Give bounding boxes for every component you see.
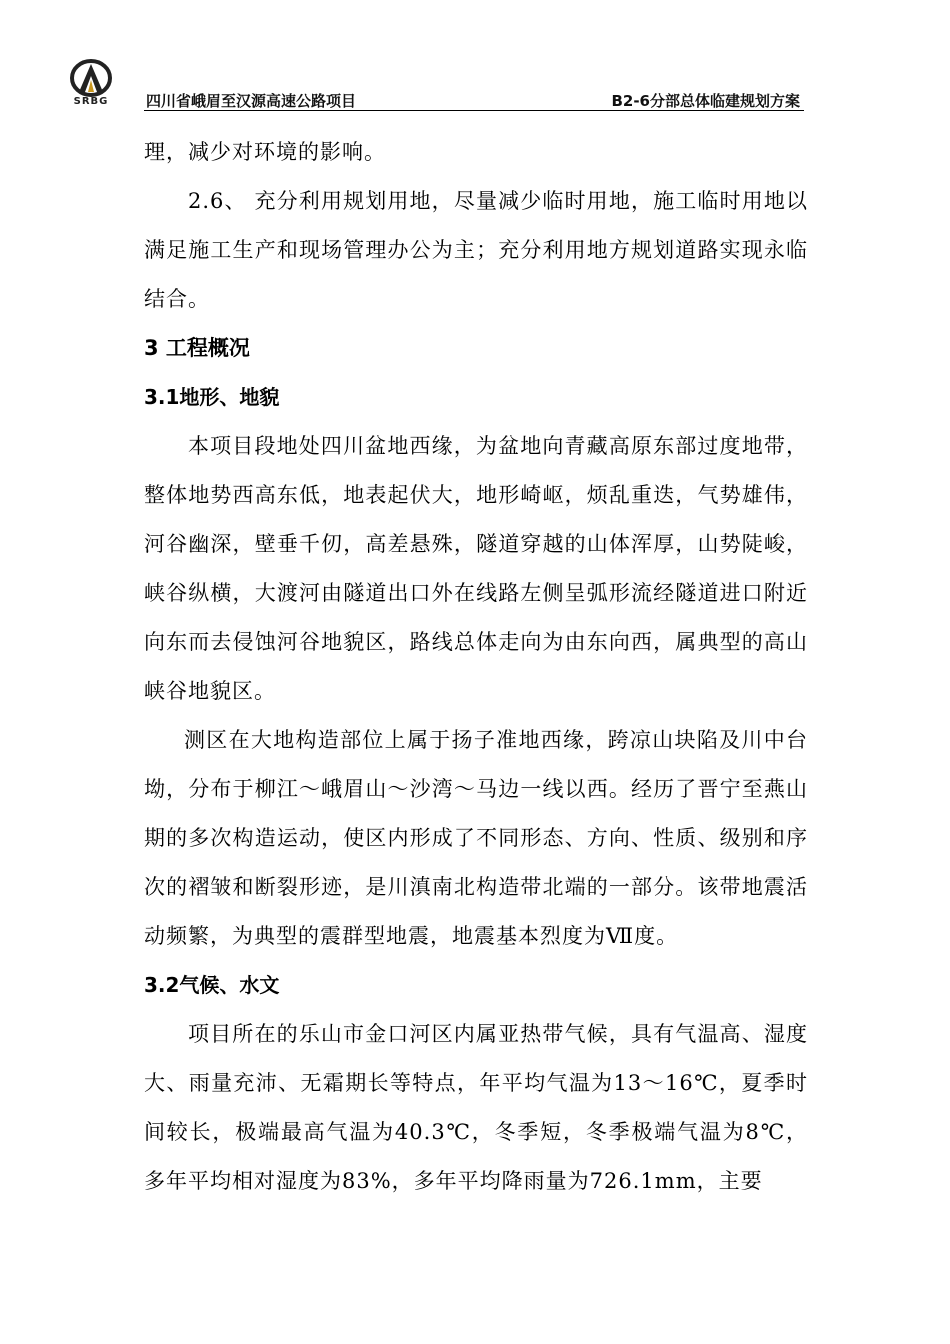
paragraph-2-6: 2.6、 充分利用规划用地，尽量减少临时用地，施工临时用地以满足施工生产和现场管理办公为主；充分利用地方规划道路实现永临结合。: [144, 189, 808, 311]
header-project-title: 四川省峨眉至汉源高速公路项目: [146, 92, 357, 110]
logo-text: SRBG: [73, 96, 109, 107]
paragraph-continued: 理，减少对环境的影响。: [144, 140, 386, 164]
subsection-heading-3-1: 3.1地形、地貌: [144, 385, 280, 409]
header-divider: [144, 110, 804, 111]
header-document-title: B2-6分部总体临建规划方案: [611, 92, 800, 110]
document-body: [144, 128, 808, 1206]
paragraph-terrain: 本项目段地处四川盆地西缘，为盆地向青藏高原东部过度地带，整体地势西高东低，地表起伏大，地形崎岖，烦乱重迭，气势雄伟，河谷幽深，壁垂千仞，高差悬殊，隧道穿越的山体浑厚，山势陡峻，峡谷纵横，大渡河由隧道出口外在线路左侧呈弧形流经隧道进口附近向东而去侵蚀河谷地貌区，路线总体走向为由东向西，属典型的高山峡谷地貌区。: [144, 434, 808, 703]
section-heading-3: 3 工程概况: [144, 336, 250, 360]
paragraph-geology: 测区在大地构造部位上属于扬子准地西缘，跨凉山块陷及川中台坳，分布于柳江～峨眉山～沙湾～马边一线以西。经历了晋宁至燕山期的多次构造运动，使区内形成了不同形态、方向、性质、级别和序次的褶皱和断裂形迹，是川滇南北构造带北端的一部分。该带地震活动频繁，为典型的震群型地震，地震基本烈度为Ⅶ度。: [144, 728, 808, 948]
paragraph-climate: 项目所在的乐山市金口河区内属亚热带气候，具有气温高、湿度大、雨量充沛、无霜期长等特点，年平均气温为13～16℃，夏季时间较长，极端最高气温为40.3℃，冬季短，冬季极端气温为8℃，多年平均相对湿度为83%，多年平均降雨量为726.1mm，主要: [144, 1022, 808, 1193]
subsection-heading-3-2: 3.2气候、水文: [144, 973, 280, 997]
